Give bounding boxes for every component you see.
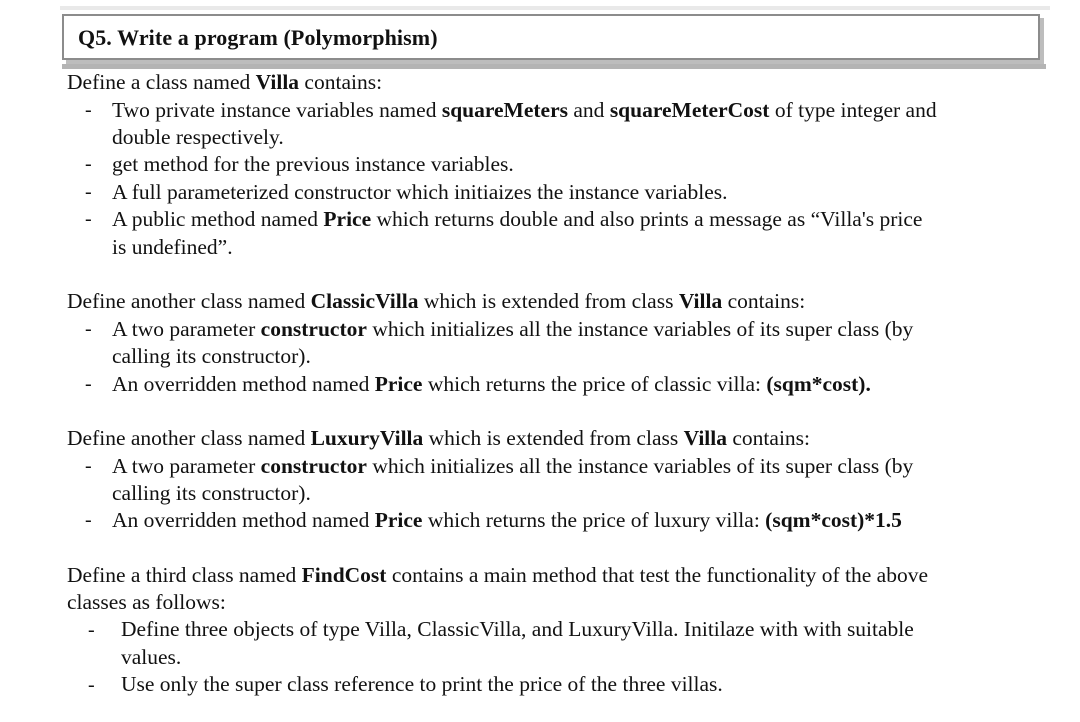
bullet-dash: -	[85, 153, 92, 175]
header-underline-bar	[62, 64, 1046, 69]
villa-bullet-price-cont: is undefined”.	[112, 235, 233, 259]
bullet-dash: -	[85, 509, 92, 531]
villa-bullet-constructor: A full parameterized constructor which initiaizes the instance variables.	[112, 180, 728, 204]
villa-bullet-variables-cont: double respectively.	[112, 125, 284, 149]
bullet-dash: -	[85, 373, 92, 395]
question-title: Q5. Write a program (Polymorphism)	[78, 25, 438, 50]
findcost-intro-cont: classes as follows:	[67, 590, 226, 614]
bullet-dash: -	[85, 318, 92, 340]
bullet-dash: -	[85, 99, 92, 121]
top-border-strip	[60, 6, 1050, 10]
classic-bullet-constructor: A two parameter constructor which initializes all the instance variables of its super class (by	[112, 317, 914, 341]
classic-bullet-price: An overridden method named Price which returns the price of classic villa: (sqm*cost).	[112, 372, 871, 396]
luxury-intro: Define another class named LuxuryVilla which is extended from class Villa contains:	[67, 426, 811, 450]
villa-intro: Define a class named Villa contains:	[67, 70, 383, 94]
bullet-dash: -	[88, 674, 95, 696]
luxury-bullet-constructor-cont: calling its constructor).	[112, 481, 311, 505]
classic-intro: Define another class named ClassicVilla which is extended from class Villa contains:	[67, 289, 806, 313]
luxury-bullet-price: An overridden method named Price which returns the price of luxury villa: (sqm*cost)*1.5	[112, 508, 902, 532]
findcost-bullet-objects: Define three objects of type Villa, ClassicVilla, and LuxuryVilla. Initilaze with with suitable	[121, 617, 914, 641]
bullet-dash: -	[85, 181, 92, 203]
classic-bullet-constructor-cont: calling its constructor).	[112, 344, 311, 368]
villa-bullet-variables: Two private instance variables named squareMeters and squareMeterCost of type integer and	[112, 98, 937, 122]
bullet-dash: -	[88, 619, 95, 641]
findcost-bullet-print: Use only the super class reference to print the price of the three villas.	[121, 672, 723, 696]
bullet-dash: -	[85, 208, 92, 230]
question-header-box	[62, 14, 1040, 60]
villa-bullet-get-method: get method for the previous instance variables.	[112, 152, 514, 176]
findcost-bullet-objects-cont: values.	[121, 645, 182, 669]
findcost-intro: Define a third class named FindCost contains a main method that test the functionality of the above	[67, 563, 928, 587]
villa-bullet-price: A public method named Price which returns double and also prints a message as “Villa's price	[112, 207, 923, 231]
bullet-dash: -	[85, 455, 92, 477]
luxury-bullet-constructor: A two parameter constructor which initializes all the instance variables of its super class (by	[112, 454, 914, 478]
